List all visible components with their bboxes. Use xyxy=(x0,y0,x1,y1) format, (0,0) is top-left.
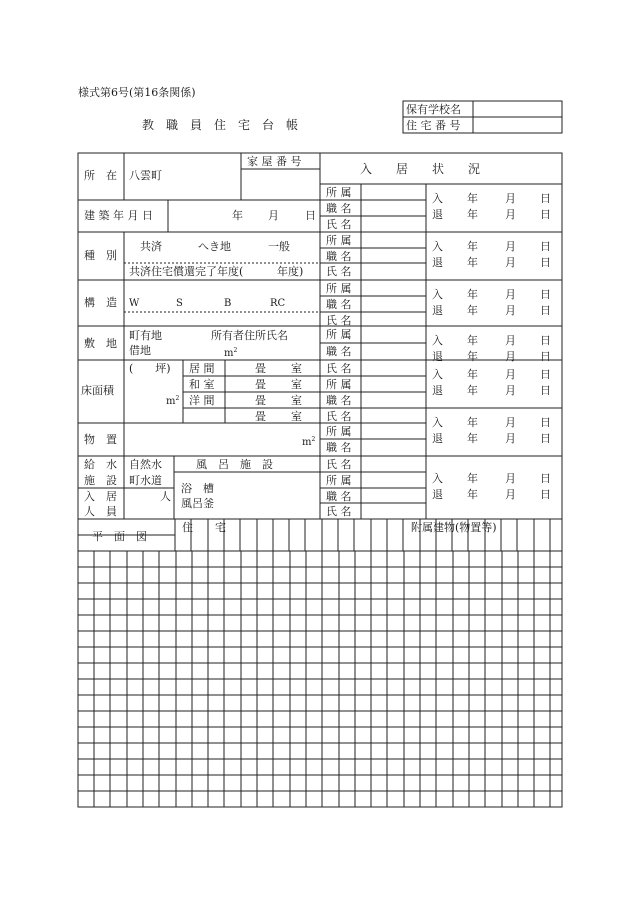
room-kind: 室 xyxy=(291,378,302,391)
structure-w: W xyxy=(129,298,140,309)
occupancy-month: 月 xyxy=(505,192,516,205)
occupancy-field-label: 職 名 xyxy=(326,298,352,311)
occupancy-field-label: 氏 名 xyxy=(326,265,352,278)
room-name: 洋 間 xyxy=(189,394,215,407)
occupancy-move-in: 入 xyxy=(432,368,443,381)
site-m2: $m^2$ xyxy=(224,347,238,359)
occupancy-field-label: 氏 名 xyxy=(326,362,352,375)
house-number-header: 家 屋 番 号 xyxy=(247,155,302,168)
occupancy-move-in: 入 xyxy=(432,240,443,253)
location-label: 所 在 xyxy=(84,169,117,182)
house-number-label: 住 宅 番 号 xyxy=(406,119,461,132)
occupancy-field-label: 所 属 xyxy=(326,186,352,199)
floor-plan-label: 平 面 図 xyxy=(92,530,147,543)
occupancy-year: 年 xyxy=(467,416,478,429)
occupancy-year: 年 xyxy=(467,368,478,381)
room-kind: 室 xyxy=(291,410,302,423)
occupancy-month: 月 xyxy=(505,304,516,317)
site-lease: 借地 xyxy=(129,344,151,357)
occupancy-field-label: 職 名 xyxy=(326,202,352,215)
occupancy-year: 年 xyxy=(467,472,478,485)
school-name-label: 保有学校名 xyxy=(406,103,461,116)
occupancy-move-out: 退 xyxy=(432,304,443,317)
occupancy-field-label: 所 属 xyxy=(326,378,352,391)
house-plan-label: 住 宅 xyxy=(182,521,226,534)
occupancy-move-out: 退 xyxy=(432,432,443,445)
room-kind: 室 xyxy=(291,362,302,375)
occupancy-field-label: 職 名 xyxy=(326,250,352,263)
built-month: 月 xyxy=(268,209,279,222)
location-value: 八雲町 xyxy=(129,169,162,182)
water-label-1: 給 水 xyxy=(84,458,117,471)
occupancy-field-label: 所 属 xyxy=(326,425,352,438)
room-name: 居 間 xyxy=(189,362,215,375)
water-natural: 自然水 xyxy=(129,458,162,471)
built-day: 日 xyxy=(305,209,316,222)
occupancy-month: 月 xyxy=(505,416,516,429)
occupancy-field-label: 所 属 xyxy=(326,234,352,247)
occupancy-field-label: 職 名 xyxy=(326,441,352,454)
water-label-2: 施 設 xyxy=(84,474,117,487)
occupancy-day: 日 xyxy=(540,256,551,269)
occupancy-field-label: 所 属 xyxy=(326,328,352,341)
occupancy-day: 日 xyxy=(540,304,551,317)
type-option-ippan: 一般 xyxy=(268,240,290,253)
site-town-owned: 町有地 xyxy=(129,329,162,342)
occupancy-field-label: 氏 名 xyxy=(326,458,352,471)
site-owner: 所有者住所氏名 xyxy=(211,329,288,342)
occupancy-month: 月 xyxy=(505,208,516,221)
occupancy-day: 日 xyxy=(540,240,551,253)
repay-text: 共済住宅償還完了年度( xyxy=(129,265,244,278)
occupancy-day: 日 xyxy=(540,432,551,445)
room-unit: 畳 xyxy=(255,362,266,375)
repay-unit: 年度) xyxy=(277,265,304,278)
occupancy-year: 年 xyxy=(467,334,478,347)
occupancy-month: 月 xyxy=(505,432,516,445)
room-name: 和 室 xyxy=(189,378,215,391)
occupancy-field-label: 氏 名 xyxy=(326,410,352,423)
floor-tsubo: ( 坪) xyxy=(129,362,171,375)
occupancy-field-label: 所 属 xyxy=(326,474,352,487)
residents-unit: 人 xyxy=(160,490,171,503)
occupancy-field-label: 職 名 xyxy=(326,394,352,407)
occupancy-day: 日 xyxy=(540,350,551,363)
occupancy-move-out: 退 xyxy=(432,256,443,269)
built-date-label: 建 築 年 月 日 xyxy=(84,209,153,222)
structure-b: B xyxy=(224,298,232,309)
bath-boiler: 風呂釜 xyxy=(181,497,214,510)
occupancy-year: 年 xyxy=(467,208,478,221)
occupancy-month: 月 xyxy=(505,288,516,301)
floor-area-label: 床面積 xyxy=(81,384,114,397)
occupancy-day: 日 xyxy=(540,472,551,485)
occupancy-month: 月 xyxy=(505,368,516,381)
bath-label: 風 呂 施 設 xyxy=(196,458,273,471)
form-title: 教 職 員 住 宅 台 帳 xyxy=(142,118,299,132)
occupancy-month: 月 xyxy=(505,472,516,485)
type-option-kyosai: 共済 xyxy=(140,240,162,253)
water-town: 町水道 xyxy=(129,474,162,487)
occupancy-year: 年 xyxy=(467,288,478,301)
occupancy-year: 年 xyxy=(467,488,478,501)
occupancy-move-in: 入 xyxy=(432,416,443,429)
occupancy-year: 年 xyxy=(467,304,478,317)
storage-label: 物 置 xyxy=(84,433,117,446)
occupancy-year: 年 xyxy=(467,432,478,445)
occupancy-month: 月 xyxy=(505,350,516,363)
occupancy-field-label: 氏 名 xyxy=(326,218,352,231)
occupancy-month: 月 xyxy=(505,384,516,397)
occupancy-field-label: 職 名 xyxy=(326,490,352,503)
occupancy-move-in: 入 xyxy=(432,288,443,301)
site-m2-text: m xyxy=(224,348,234,359)
occupancy-move-in: 入 xyxy=(432,472,443,485)
room-unit: 畳 xyxy=(255,410,266,423)
type-label: 種 別 xyxy=(84,249,117,262)
structure-rc: RC xyxy=(270,298,286,309)
occupancy-day: 日 xyxy=(540,192,551,205)
occupancy-move-out: 退 xyxy=(432,350,443,363)
room-kind: 室 xyxy=(291,394,302,407)
type-option-hekichi: へき地 xyxy=(198,240,231,253)
occupancy-month: 月 xyxy=(505,334,516,347)
form-number: 様式第6号(第16条関係) xyxy=(78,86,196,99)
occupancy-day: 日 xyxy=(540,488,551,501)
occupancy-year: 年 xyxy=(467,256,478,269)
occupancy-year: 年 xyxy=(467,192,478,205)
annex-label: 附属建物(物置等) xyxy=(411,521,497,534)
occupancy-title: 入 居 状 況 xyxy=(360,162,481,176)
occupancy-month: 月 xyxy=(505,240,516,253)
structure-label: 構 造 xyxy=(84,296,117,309)
occupancy-move-out: 退 xyxy=(432,384,443,397)
storage-m2: $m^2$ xyxy=(302,436,316,448)
occupancy-day: 日 xyxy=(540,334,551,347)
bath-tank: 浴 槽 xyxy=(181,482,214,495)
occupancy-year: 年 xyxy=(467,240,478,253)
residents-label-2: 人 員 xyxy=(84,505,117,518)
occupancy-day: 日 xyxy=(540,288,551,301)
storage-m2-text: m xyxy=(302,437,312,448)
occupancy-day: 日 xyxy=(540,384,551,397)
occupancy-day: 日 xyxy=(540,368,551,381)
room-unit: 畳 xyxy=(255,394,266,407)
occupancy-month: 月 xyxy=(505,488,516,501)
structure-s: S xyxy=(176,298,183,309)
built-year: 年 xyxy=(232,209,243,222)
occupancy-year: 年 xyxy=(467,350,478,363)
occupancy-field-label: 氏 名 xyxy=(326,505,352,518)
room-unit: 畳 xyxy=(255,378,266,391)
occupancy-move-out: 退 xyxy=(432,488,443,501)
residents-label-1: 入 居 xyxy=(84,490,117,503)
floor-m2: $m^2$ xyxy=(166,395,180,407)
occupancy-day: 日 xyxy=(540,208,551,221)
occupancy-move-out: 退 xyxy=(432,208,443,221)
site-label: 敷 地 xyxy=(84,337,117,350)
occupancy-field-label: 氏 名 xyxy=(326,314,352,327)
occupancy-field-label: 所 属 xyxy=(326,282,352,295)
occupancy-field-label: 職 名 xyxy=(326,345,352,358)
floor-m2-text: m xyxy=(166,396,176,407)
occupancy-year: 年 xyxy=(467,384,478,397)
occupancy-day: 日 xyxy=(540,416,551,429)
occupancy-move-in: 入 xyxy=(432,192,443,205)
occupancy-move-in: 入 xyxy=(432,334,443,347)
occupancy-month: 月 xyxy=(505,256,516,269)
